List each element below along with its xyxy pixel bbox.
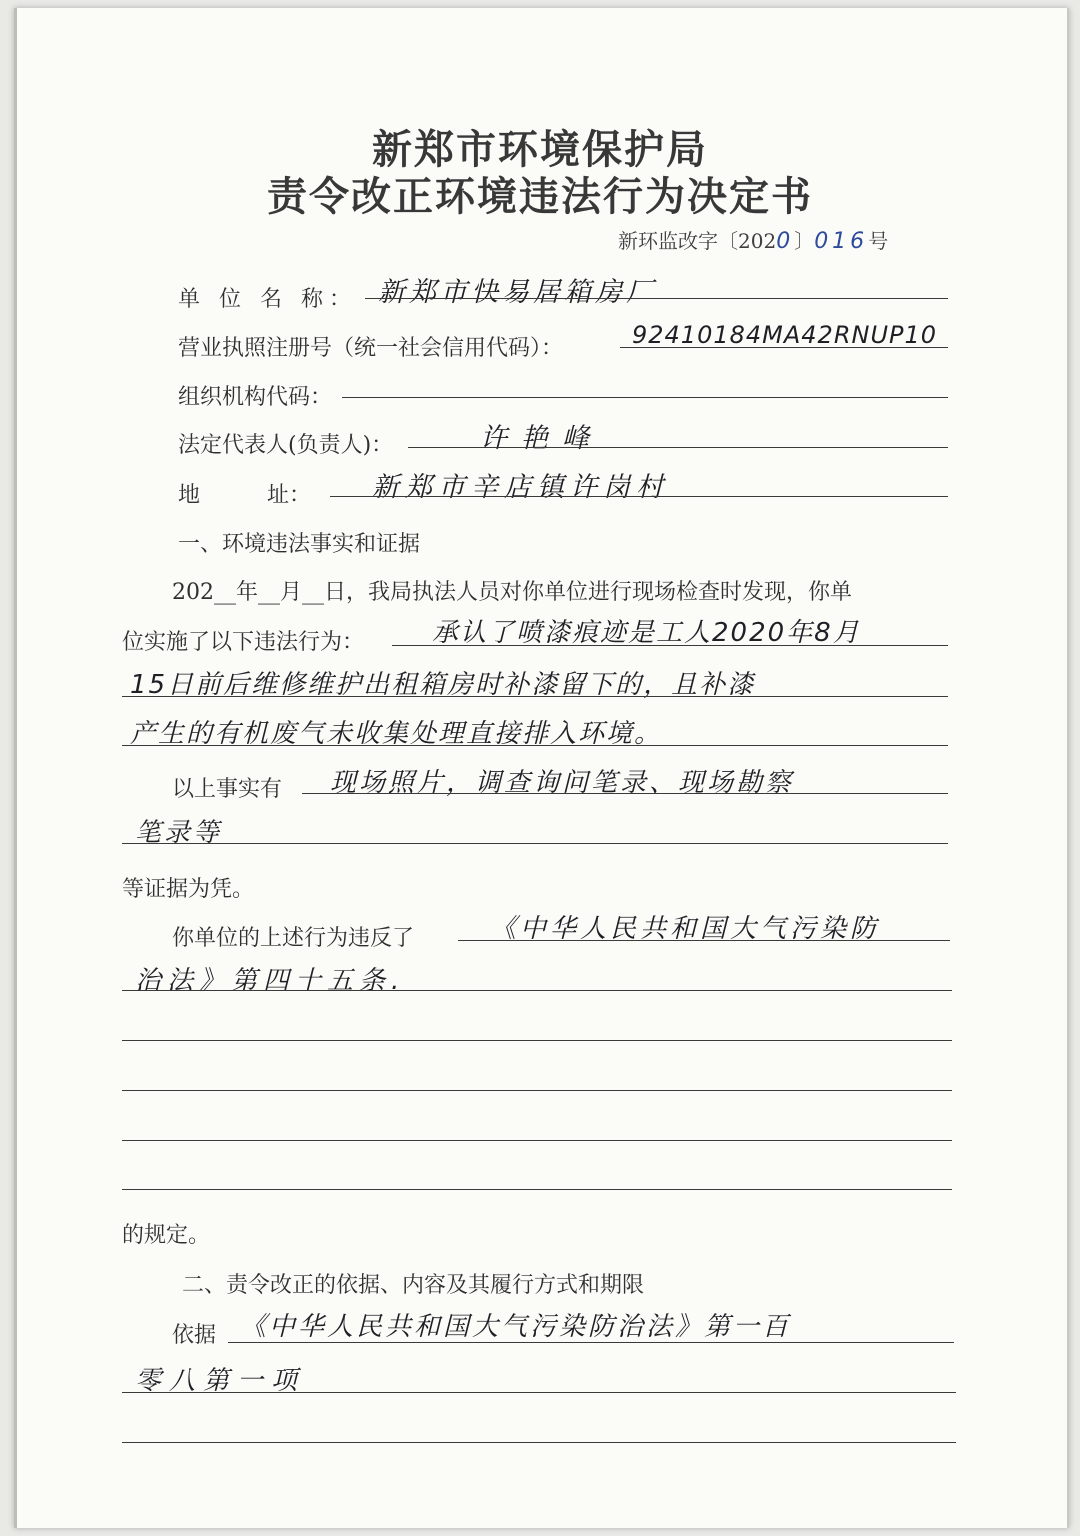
unit-name-value: 新郑市快易居箱房厂 [378, 277, 657, 308]
org-code-label: 组织机构代码： [178, 385, 333, 410]
doc-number-prefix: 新环监改字〔202 [618, 229, 777, 253]
legal-rep-line [408, 447, 948, 448]
address-label: 地 址： [178, 483, 311, 508]
section1-intro-cont: 位实施了以下违法行为： [122, 630, 365, 655]
basis-rule-3 [122, 1442, 956, 1443]
legal-rep-value: 许艳峰 [480, 423, 603, 454]
unit-name-line [365, 298, 948, 299]
legal-rep-label: 法定代表人(负责人)： [178, 433, 394, 458]
address-value: 新郑市辛店镇许岗村 [372, 472, 669, 503]
unit-name-label: 单 位 名 称： [178, 287, 357, 312]
license-line [620, 347, 948, 348]
violated-label: 你单位的上述行为违反了 [172, 926, 415, 951]
doc-number-hand-digit: 0 [776, 229, 795, 254]
org-code-line [342, 397, 948, 398]
violated-rule-1 [458, 940, 950, 941]
agency-title: 新郑市环境保护局 [372, 126, 708, 173]
violation-rule-2 [122, 696, 948, 697]
violated-rule-2 [122, 990, 952, 991]
blank-rule-3 [122, 1140, 952, 1141]
section2-heading: 二、责令改正的依据、内容及其履行方式和期限 [182, 1273, 645, 1298]
doc-number-serial: 016 [814, 229, 869, 254]
violation-line-2: 15日前后维修维护出租箱房时补漆留下的，且补漆 [130, 670, 756, 700]
evidence-line-1: 现场照片，调查询问笔录、现场勘察 [330, 768, 795, 798]
section1-closing: 的规定。 [122, 1223, 211, 1248]
doc-number-suffix: 号 [868, 229, 889, 253]
evidence-line-2: 笔录等 [135, 818, 223, 848]
evidence-label: 以上事实有 [172, 777, 283, 802]
license-label: 营业执照注册号（统一社会信用代码）： [178, 336, 564, 361]
basis-line-1: 《中华人民共和国大气污染防治法》第一百 [240, 1312, 792, 1342]
violation-rule-3 [122, 745, 948, 746]
license-value: 92410184MA42RNUP10 [632, 321, 938, 349]
basis-rule-1 [228, 1342, 954, 1343]
violation-line-3: 产生的有机废气未收集处理直接排入环境。 [130, 719, 663, 749]
basis-line-2: 零八第一项 [135, 1366, 306, 1396]
document-number [618, 225, 888, 254]
violation-rule-1 [392, 645, 948, 646]
basis-rule-2 [122, 1392, 956, 1393]
violated-line-2: 治法》第四十五条. [135, 966, 406, 996]
doc-number-mid: 〕 [794, 229, 815, 253]
violation-line-1: 承认了喷漆痕迹是工人2020年8月 [432, 618, 861, 648]
document-title: 责令改正环境违法行为决定书 [267, 173, 813, 220]
section1-intro: 202__年__月__日，我局执法人员对你单位进行现场检查时发现，你单 [172, 580, 852, 605]
basis-label: 依据 [172, 1323, 217, 1348]
blank-rule-2 [122, 1090, 952, 1091]
blank-rule-4 [122, 1189, 952, 1190]
evidence-tail: 等证据为凭。 [122, 877, 255, 902]
section1-heading: 一、环境违法事实和证据 [178, 532, 421, 557]
evidence-rule-2 [122, 843, 948, 844]
address-line [330, 496, 948, 497]
blank-rule-1 [122, 1040, 952, 1041]
violated-line-1: 《中华人民共和国大气污染防 [490, 914, 881, 944]
evidence-rule-1 [302, 793, 948, 794]
